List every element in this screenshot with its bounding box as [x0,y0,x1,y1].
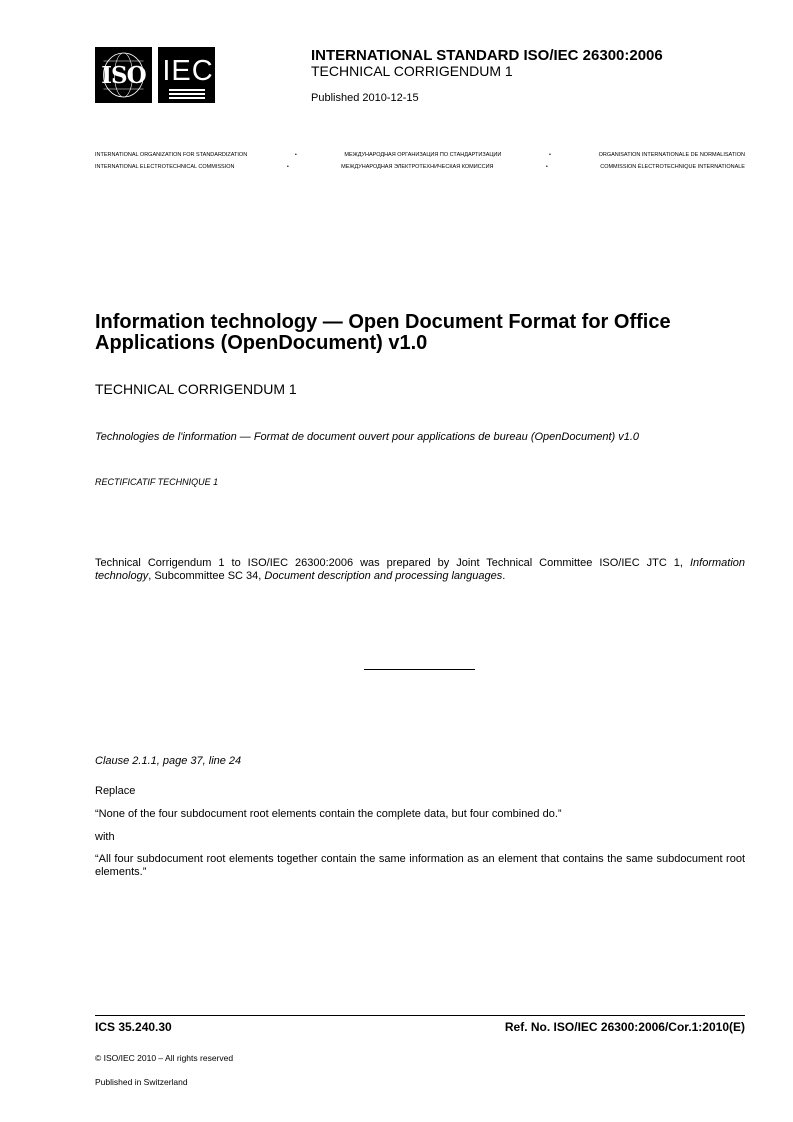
with-label: with [95,831,115,843]
replace-label: Replace [95,785,136,797]
org-name: ORGANISATION INTERNATIONALE DE NORMALISATION [598,152,745,158]
bullet-separator: • [545,164,548,170]
old-text: “None of the four subdocument root elements contain the complete data, but four combined do.” [95,808,562,820]
new-text: “All four subdocument root elements together contain the same information as an element that contains the same subdocument root elements.” [95,853,745,878]
intro-text: , Subcommittee SC 34, [148,570,265,582]
organization-line-2 [95,164,745,170]
intro-text: . [502,570,506,582]
intro-text: Technical Corrigendum 1 to ISO/IEC 26300:2006 was prepared by Joint Technical Committee ISO/IEC JTC 1, [95,557,690,569]
iec-logo-text: IEC [162,55,214,87]
iso-logo-text: ISO [101,62,146,89]
published-date: Published 2010-12-15 [311,92,419,104]
french-title: Technologies de l'information — Format de document ouvert pour applications de bureau (OpenDocument) v1.0 [95,431,640,443]
copyright-notice: © ISO/IEC 2010 – All rights reserved [95,1053,234,1063]
bullet-separator: • [548,152,551,158]
reference-number: Ref. No. ISO/IEC 26300:2006/Cor.1:2010(E) [504,1020,745,1034]
iso-logo [95,47,152,103]
org-name: МЕЖДУНАРОДНАЯ ЭЛЕКТРОТЕХНИЧЕСКАЯ КОМИССИЯ [341,164,494,170]
bullet-separator: • [286,164,289,170]
org-name: INTERNATIONAL ORGANIZATION FOR STANDARDIZATION [95,152,248,158]
french-subtitle: RECTIFICATIF TECHNIQUE 1 [95,477,219,487]
ics-code: ICS 35.240.30 [95,1020,172,1034]
intro-paragraph [95,557,745,583]
bullet-separator: • [294,152,297,158]
org-name: COMMISSION ÉLECTROTECHNIQUE INTERNATIONALE [600,164,745,170]
clause-reference: Clause 2.1.1, page 37, line 24 [95,755,242,767]
published-location: Published in Switzerland [95,1077,188,1087]
org-name: МЕЖДУНАРОДНАЯ ОРГАНИЗАЦИЯ ПО СТАНДАРТИЗАЦИИ [344,152,502,158]
org-name: INTERNATIONAL ELECTROTECHNICAL COMMISSION [95,164,235,170]
intro-italic-subcommittee: Document description and processing languages [264,570,503,582]
iec-logo-bar [169,93,205,95]
footer-divider [95,1015,745,1016]
document-subtitle: TECHNICAL CORRIGENDUM 1 [95,381,297,397]
iec-logo-bar [169,97,205,99]
intro-italic-topic: Information technology [95,557,745,582]
document-title: Information technology — Open Document Format for Office Applications (OpenDocument) v1.0 [95,311,671,354]
section-divider [364,669,475,670]
iec-logo [158,47,215,103]
iec-logo-bar [169,89,205,91]
corrigendum-label: TECHNICAL CORRIGENDUM 1 [311,63,513,79]
standard-title: INTERNATIONAL STANDARD ISO/IEC 26300:2006 [311,47,663,64]
organization-line-1 [95,152,745,158]
